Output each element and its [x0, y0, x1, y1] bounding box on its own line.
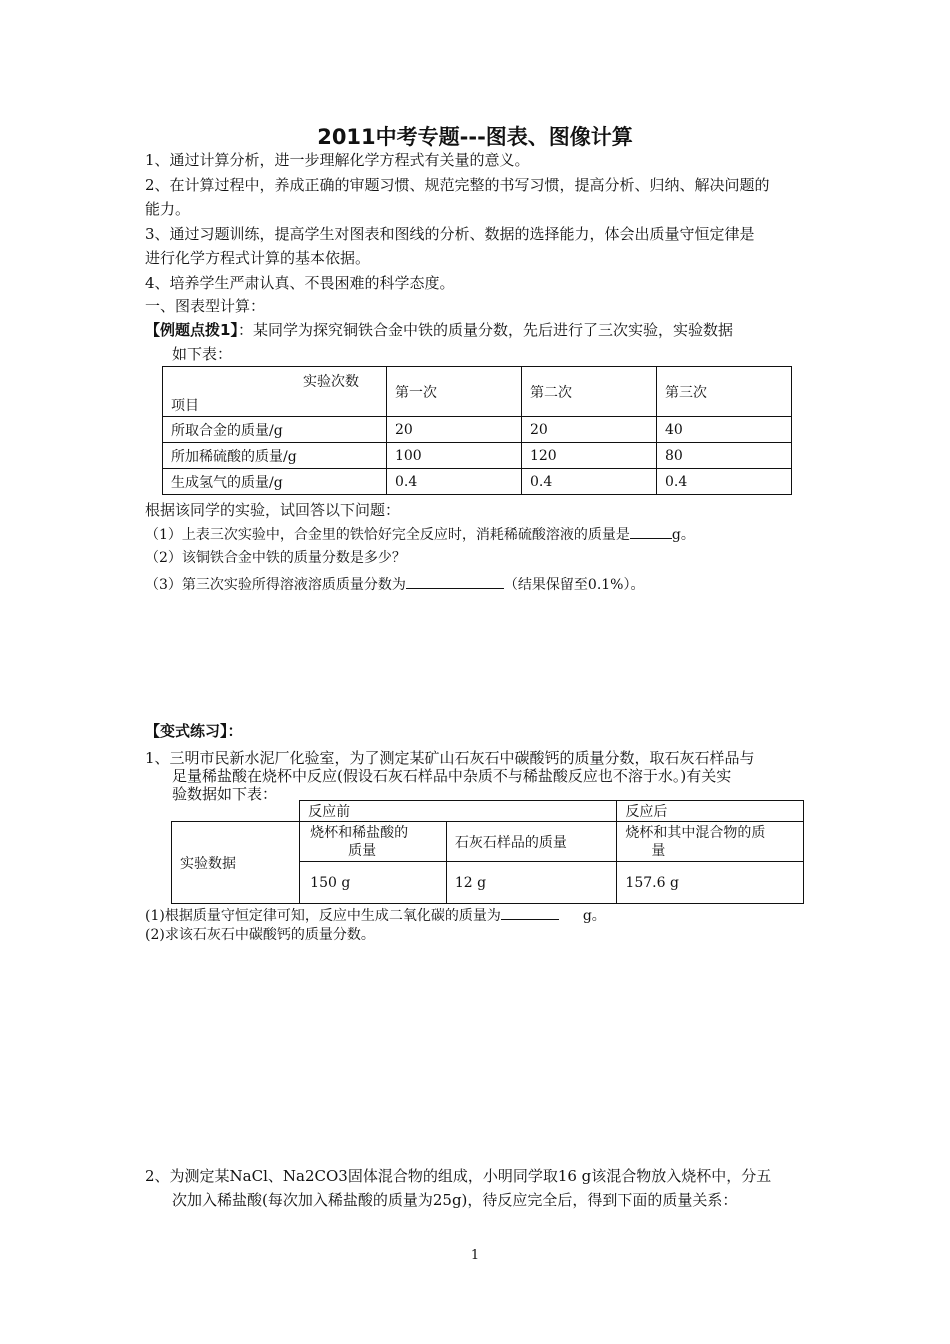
practice-1-line-1: 1、三明市民新水泥厂化验室，为了测定某矿山石灰石中碳酸钙的质量分数，取石灰石样品与 — [145, 749, 755, 767]
table-cell: 40 — [656, 417, 791, 443]
example-text-cont: 如下表： — [172, 345, 233, 363]
corner-header-top: 实验次数 — [303, 374, 359, 390]
question-3-note: （结果保留至0.1%）。 — [503, 577, 645, 593]
practice-question-1-text: (1)根据质量守恒定律可知，反应中生成二氧化碳的质量为 — [145, 908, 501, 924]
objective-1: 1、通过计算分析，进一步理解化学方程式有关量的意义。 — [145, 151, 530, 169]
question-1-text: （1）上表三次实验中，合金里的铁恰好完全反应时，消耗稀硫酸溶液的质量是 — [145, 527, 630, 543]
table-row — [163, 443, 792, 469]
objective-4: 4、培养学生严肃认真、不畏困难的科学态度。 — [145, 274, 455, 292]
section-heading: 一、图表型计算： — [145, 297, 266, 315]
column-header — [300, 822, 447, 862]
table-cell: 80 — [656, 443, 791, 469]
row-label: 所加稀硫酸的质量/g — [163, 443, 387, 469]
answer-blank — [406, 574, 504, 589]
page-number: 1 — [470, 1248, 480, 1263]
question-3 — [145, 574, 644, 595]
table-cell: 120 — [521, 443, 656, 469]
table-row — [163, 417, 792, 443]
column-header-line: 烧杯和稀盐酸的 — [310, 824, 409, 841]
column-header-line: 烧杯和其中混合物的质 — [625, 824, 766, 841]
column-header: 第二次 — [521, 367, 656, 417]
practice-heading: 【变式练习】： — [145, 722, 243, 740]
table-cell: 0.4 — [521, 469, 656, 495]
practice-data-table — [171, 800, 804, 904]
question-1-unit: g。 — [671, 527, 695, 543]
objective-2-cont: 能力。 — [145, 200, 191, 218]
table-cell: 150 g — [300, 862, 447, 904]
row-label: 生成氢气的质量/g — [163, 469, 387, 495]
question-1 — [145, 524, 695, 545]
objective-3-cont: 进行化学方程式计算的基本依据。 — [145, 249, 371, 267]
column-header: 石灰石样品的质量 — [446, 822, 617, 862]
practice-1-line-2: 足量稀盐酸在烧杯中反应(假设石灰石样品中杂质不与稀盐酸反应也不溶于水。)有关实 — [172, 767, 732, 785]
table-cell: 0.4 — [656, 469, 791, 495]
before-header: 反应前 — [300, 801, 617, 822]
row-label: 实验数据 — [172, 822, 300, 904]
page-title: 2011中考专题---图表、图像计算 — [317, 125, 633, 149]
answer-blank — [630, 524, 672, 539]
example-data-table — [162, 366, 792, 495]
objective-2: 2、在计算过程中，养成正确的审题习惯、规范完整的书写习惯，提高分析、归纳、解决问题的 — [145, 176, 770, 194]
row-label: 所取合金的质量/g — [163, 417, 387, 443]
table-cell: 0.4 — [386, 469, 521, 495]
question-2: （2）该铜铁合金中铁的质量分数是多少？ — [145, 550, 406, 566]
column-header-line: 质量 — [348, 842, 377, 859]
table-cell: 100 — [386, 443, 521, 469]
corner-header-bottom: 项目 — [171, 398, 199, 414]
column-header: 第三次 — [656, 367, 791, 417]
practice-2-line-1: 2、为测定某NaCl、Na2CO3固体混合物的组成，小明同学取16 g该混合物放入烧杯中，分五 — [145, 1167, 772, 1185]
practice-question-1 — [145, 905, 606, 926]
column-header-line: 量 — [651, 842, 666, 859]
practice-question-2: (2)求该石灰石中碳酸钙的质量分数。 — [145, 927, 375, 943]
example-intro — [145, 320, 733, 340]
table-cell: 157.6 g — [617, 862, 804, 904]
objective-3: 3、通过习题训练，提高学生对图表和图线的分析、数据的选择能力，体会出质量守恒定律是 — [145, 225, 755, 243]
questions-intro: 根据该同学的实验，试回答以下问题： — [145, 501, 401, 519]
table-cell: 20 — [521, 417, 656, 443]
question-3-text: （3）第三次实验所得溶液溶质质量分数为 — [145, 577, 406, 593]
after-header: 反应后 — [617, 801, 804, 822]
empty-cell — [172, 801, 300, 822]
answer-blank — [501, 905, 559, 920]
column-header — [617, 822, 804, 862]
column-header: 第一次 — [386, 367, 521, 417]
example-label: 【例题点拨1】 — [145, 321, 238, 339]
table-cell: 20 — [386, 417, 521, 443]
practice-2-line-2: 次加入稀盐酸(每次加入稀盐酸的质量为25g)，待反应完全后，得到下面的质量关系： — [172, 1191, 738, 1209]
example-text: ：某同学为探究铜铁合金中铁的质量分数，先后进行了三次实验，实验数据 — [237, 321, 733, 339]
practice-question-1-unit: g。 — [582, 908, 606, 924]
table-corner-cell — [163, 367, 387, 417]
practice-1-line-3: 验数据如下表： — [172, 785, 278, 803]
table-cell: 12 g — [446, 862, 617, 904]
table-row — [163, 469, 792, 495]
